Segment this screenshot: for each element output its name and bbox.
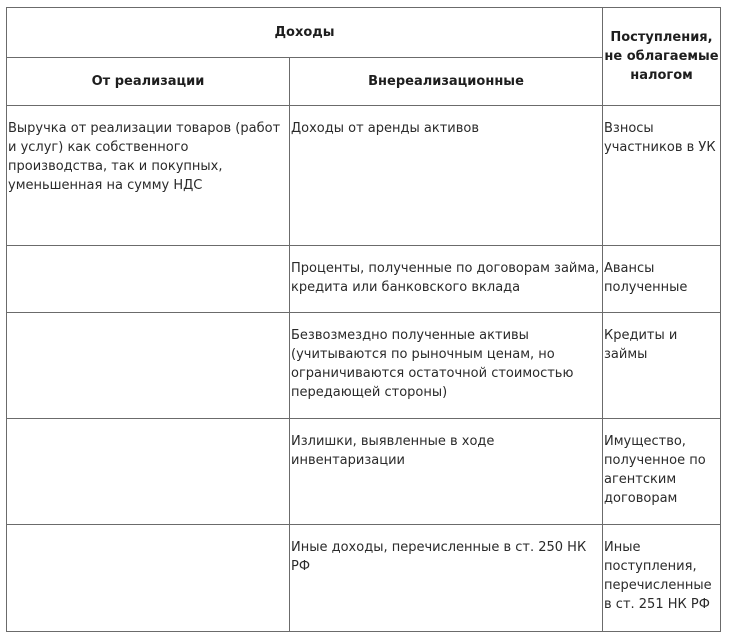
cell-sales: Выручка от реализации товаров (работ и услуг) как собственного производства, так и покупных, уменьшенная на сумму НДС: [7, 106, 290, 246]
cell-sales: [7, 313, 290, 419]
cell-non-taxable: Авансы полученные: [603, 246, 721, 313]
cell-sales: [7, 525, 290, 632]
cell-non-taxable: Взносы участников в УК: [603, 106, 721, 246]
cell-non-operating: Безвозмездно полученные активы (учитываются по рыночным ценам, но ограничиваются остаточной стоимостью передающей стороны): [290, 313, 603, 419]
cell-non-taxable: Кредиты и займы: [603, 313, 721, 419]
table-row: [7, 525, 721, 632]
income-table-container: [6, 7, 721, 632]
cell-non-taxable: Иные поступления, перечисленные в ст. 251 НК РФ: [603, 525, 721, 632]
table-row: [7, 106, 721, 246]
table-row: [7, 246, 721, 313]
cell-sales: [7, 246, 290, 313]
cell-non-taxable: Имущество, полученное по агентским договорам: [603, 419, 721, 525]
table-row: [7, 313, 721, 419]
header-row-top: [7, 8, 721, 58]
header-non-taxable: Поступления, не облагаемые налогом: [603, 8, 721, 106]
cell-sales: [7, 419, 290, 525]
income-classification-table: [6, 7, 721, 632]
cell-non-operating: Доходы от аренды активов: [290, 106, 603, 246]
cell-non-operating: Проценты, полученные по договорам займа, кредита или банковского вклада: [290, 246, 603, 313]
cell-non-operating: Излишки, выявленные в ходе инвентаризации: [290, 419, 603, 525]
cell-non-operating: Иные доходы, перечисленные в ст. 250 НК РФ: [290, 525, 603, 632]
header-income: Доходы: [7, 8, 603, 58]
table-row: [7, 419, 721, 525]
header-non-operating: Внереализационные: [290, 58, 603, 106]
header-sales: От реализации: [7, 58, 290, 106]
